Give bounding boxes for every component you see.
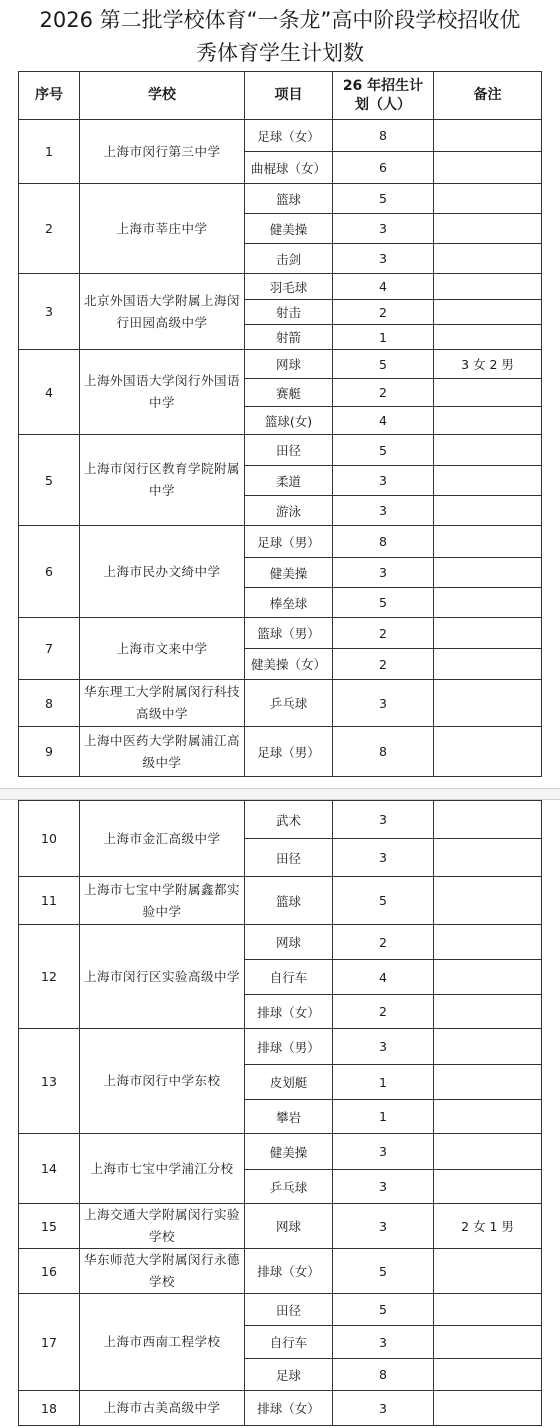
cell-plan: 1 — [333, 1100, 434, 1134]
cell-item: 自行车 — [245, 960, 333, 995]
cell-item: 排球（女） — [245, 995, 333, 1029]
cell-note — [434, 588, 542, 618]
title-line-2: 秀体育学生计划数 — [196, 41, 364, 65]
cell-plan: 3 — [333, 558, 434, 588]
table-row — [19, 618, 542, 649]
header-note: 备注 — [434, 72, 542, 120]
cell-plan: 1 — [333, 1065, 434, 1100]
cell-seq: 7 — [19, 618, 80, 680]
cell-note — [434, 152, 542, 184]
cell-item: 皮划艇 — [245, 1065, 333, 1100]
cell-note — [434, 407, 542, 435]
header-plan: 26 年招生计划（人） — [333, 72, 434, 120]
cell-item: 自行车 — [245, 1326, 333, 1359]
cell-item: 游泳 — [245, 496, 333, 526]
table-row — [19, 435, 542, 466]
cell-item: 攀岩 — [245, 1100, 333, 1134]
cell-plan: 8 — [333, 120, 434, 152]
cell-item: 网球 — [245, 1204, 333, 1249]
cell-plan: 5 — [333, 588, 434, 618]
cell-school: 上海市七宝中学附属鑫都实验中学 — [80, 877, 245, 925]
cell-note — [434, 379, 542, 407]
cell-seq: 12 — [19, 925, 80, 1029]
cell-plan: 2 — [333, 618, 434, 649]
cell-item: 健美操 — [245, 214, 333, 244]
document-title — [0, 4, 560, 70]
header-row — [19, 72, 542, 120]
table-row — [19, 727, 542, 777]
cell-item: 乒乓球 — [245, 1170, 333, 1204]
cell-plan: 3 — [333, 1170, 434, 1204]
cell-plan: 5 — [333, 1249, 434, 1294]
cell-school: 华东师范大学附属闵行永德学校 — [80, 1249, 245, 1294]
table-row — [19, 877, 542, 925]
cell-school: 北京外国语大学附属上海闵行田园高级中学 — [80, 274, 245, 350]
table-row — [19, 274, 542, 300]
cell-note — [434, 960, 542, 995]
cell-school: 上海市莘庄中学 — [80, 184, 245, 274]
cell-note — [434, 120, 542, 152]
cell-plan: 2 — [333, 995, 434, 1029]
cell-plan: 2 — [333, 925, 434, 960]
cell-item: 篮球（男） — [245, 618, 333, 649]
cell-note — [434, 680, 542, 727]
cell-plan: 8 — [333, 1359, 434, 1391]
cell-note — [434, 214, 542, 244]
cell-school: 上海市闵行区实验高级中学 — [80, 925, 245, 1029]
cell-plan: 5 — [333, 184, 434, 214]
cell-plan: 4 — [333, 274, 434, 300]
cell-item: 赛艇 — [245, 379, 333, 407]
cell-item: 排球（女） — [245, 1249, 333, 1294]
cell-item: 射击 — [245, 300, 333, 325]
cell-plan: 3 — [333, 801, 434, 839]
cell-note — [434, 244, 542, 274]
cell-seq: 8 — [19, 680, 80, 727]
cell-item: 网球 — [245, 925, 333, 960]
enrollment-table-part-2 — [18, 800, 542, 1426]
cell-note: 2 女 1 男 — [434, 1204, 542, 1249]
cell-plan: 3 — [333, 1134, 434, 1170]
header-school: 学校 — [80, 72, 245, 120]
cell-item: 篮球(女) — [245, 407, 333, 435]
cell-seq: 3 — [19, 274, 80, 350]
cell-plan: 2 — [333, 379, 434, 407]
cell-note — [434, 1100, 542, 1134]
cell-note — [434, 558, 542, 588]
cell-note — [434, 727, 542, 777]
table-row — [19, 1294, 542, 1326]
cell-note — [434, 300, 542, 325]
cell-plan: 3 — [333, 1204, 434, 1249]
cell-plan: 3 — [333, 1391, 434, 1426]
cell-plan: 1 — [333, 325, 434, 350]
cell-note — [434, 1170, 542, 1204]
cell-school: 上海市闵行中学东校 — [80, 1029, 245, 1134]
table-row — [19, 526, 542, 558]
cell-seq: 16 — [19, 1249, 80, 1294]
cell-note — [434, 618, 542, 649]
cell-seq: 1 — [19, 120, 80, 184]
cell-plan: 3 — [333, 244, 434, 274]
cell-plan: 8 — [333, 727, 434, 777]
cell-note — [434, 184, 542, 214]
cell-seq: 4 — [19, 350, 80, 435]
cell-school: 上海市闵行第三中学 — [80, 120, 245, 184]
cell-plan: 3 — [333, 214, 434, 244]
cell-plan: 3 — [333, 680, 434, 727]
table-row — [19, 680, 542, 727]
cell-note — [434, 1029, 542, 1065]
cell-item: 田径 — [245, 839, 333, 877]
cell-item: 足球 — [245, 1359, 333, 1391]
cell-item: 排球（女） — [245, 1391, 333, 1426]
cell-school: 上海市闵行区教育学院附属中学 — [80, 435, 245, 526]
cell-item: 柔道 — [245, 466, 333, 496]
cell-seq: 13 — [19, 1029, 80, 1134]
cell-plan: 3 — [333, 1029, 434, 1065]
table-row — [19, 1391, 542, 1426]
cell-plan: 4 — [333, 407, 434, 435]
cell-item: 武术 — [245, 801, 333, 839]
cell-note — [434, 1134, 542, 1170]
cell-school: 华东理工大学附属闵行科技高级中学 — [80, 680, 245, 727]
cell-plan: 4 — [333, 960, 434, 995]
cell-seq: 9 — [19, 727, 80, 777]
cell-note — [434, 1065, 542, 1100]
cell-seq: 17 — [19, 1294, 80, 1391]
cell-seq: 6 — [19, 526, 80, 618]
cell-note — [434, 839, 542, 877]
cell-plan: 3 — [333, 1326, 434, 1359]
table-row — [19, 801, 542, 839]
cell-school: 上海外国语大学闵行外国语中学 — [80, 350, 245, 435]
cell-plan: 5 — [333, 1294, 434, 1326]
cell-plan: 5 — [333, 350, 434, 379]
cell-plan: 3 — [333, 496, 434, 526]
cell-plan: 2 — [333, 649, 434, 680]
cell-plan: 5 — [333, 435, 434, 466]
cell-note — [434, 649, 542, 680]
table-row — [19, 1134, 542, 1170]
cell-item: 网球 — [245, 350, 333, 379]
title-line-1: 2026 第二批学校体育“一条龙”高中阶段学校招收优 — [39, 8, 521, 32]
cell-note — [434, 496, 542, 526]
cell-school: 上海市西南工程学校 — [80, 1294, 245, 1391]
cell-plan: 8 — [333, 526, 434, 558]
enrollment-table-part-1 — [18, 71, 542, 777]
cell-seq: 2 — [19, 184, 80, 274]
cell-school: 上海中医药大学附属浦江高级中学 — [80, 727, 245, 777]
cell-note — [434, 1326, 542, 1359]
cell-seq: 5 — [19, 435, 80, 526]
table-row — [19, 120, 542, 152]
cell-note — [434, 526, 542, 558]
cell-note — [434, 1249, 542, 1294]
cell-note — [434, 1294, 542, 1326]
cell-note: 3 女 2 男 — [434, 350, 542, 379]
cell-item: 足球（男） — [245, 727, 333, 777]
header-item: 项目 — [245, 72, 333, 120]
table-row — [19, 1249, 542, 1294]
cell-item: 羽毛球 — [245, 274, 333, 300]
cell-note — [434, 274, 542, 300]
cell-seq: 11 — [19, 877, 80, 925]
table-row — [19, 1029, 542, 1065]
cell-seq: 14 — [19, 1134, 80, 1204]
cell-school: 上海交通大学附属闵行实验学校 — [80, 1204, 245, 1249]
cell-plan: 3 — [333, 466, 434, 496]
cell-school: 上海市民办文绮中学 — [80, 526, 245, 618]
cell-plan: 5 — [333, 877, 434, 925]
cell-seq: 10 — [19, 801, 80, 877]
cell-item: 排球（男） — [245, 1029, 333, 1065]
cell-item: 击剑 — [245, 244, 333, 274]
cell-note — [434, 466, 542, 496]
cell-note — [434, 1359, 542, 1391]
cell-item: 田径 — [245, 435, 333, 466]
cell-note — [434, 925, 542, 960]
cell-plan: 6 — [333, 152, 434, 184]
table-row — [19, 184, 542, 214]
cell-note — [434, 995, 542, 1029]
table-row — [19, 925, 542, 960]
page-break-separator — [0, 788, 560, 800]
cell-item: 射箭 — [245, 325, 333, 350]
cell-item: 乒乓球 — [245, 680, 333, 727]
cell-item: 篮球 — [245, 877, 333, 925]
cell-school: 上海市金汇高级中学 — [80, 801, 245, 877]
cell-school: 上海市七宝中学浦江分校 — [80, 1134, 245, 1204]
cell-item: 棒垒球 — [245, 588, 333, 618]
cell-item: 田径 — [245, 1294, 333, 1326]
cell-item: 篮球 — [245, 184, 333, 214]
table-row — [19, 1204, 542, 1249]
cell-note — [434, 325, 542, 350]
header-seq: 序号 — [19, 72, 80, 120]
cell-school: 上海市文来中学 — [80, 618, 245, 680]
cell-school: 上海市古美高级中学 — [80, 1391, 245, 1426]
cell-item: 足球（女） — [245, 120, 333, 152]
table-row — [19, 350, 542, 379]
cell-note — [434, 877, 542, 925]
cell-item: 健美操 — [245, 1134, 333, 1170]
cell-item: 曲棍球（女） — [245, 152, 333, 184]
cell-seq: 15 — [19, 1204, 80, 1249]
cell-note — [434, 801, 542, 839]
cell-note — [434, 435, 542, 466]
cell-plan: 2 — [333, 300, 434, 325]
cell-item: 足球（男） — [245, 526, 333, 558]
cell-item: 健美操 — [245, 558, 333, 588]
cell-item: 健美操（女） — [245, 649, 333, 680]
cell-note — [434, 1391, 542, 1426]
cell-seq: 18 — [19, 1391, 80, 1426]
cell-plan: 3 — [333, 839, 434, 877]
